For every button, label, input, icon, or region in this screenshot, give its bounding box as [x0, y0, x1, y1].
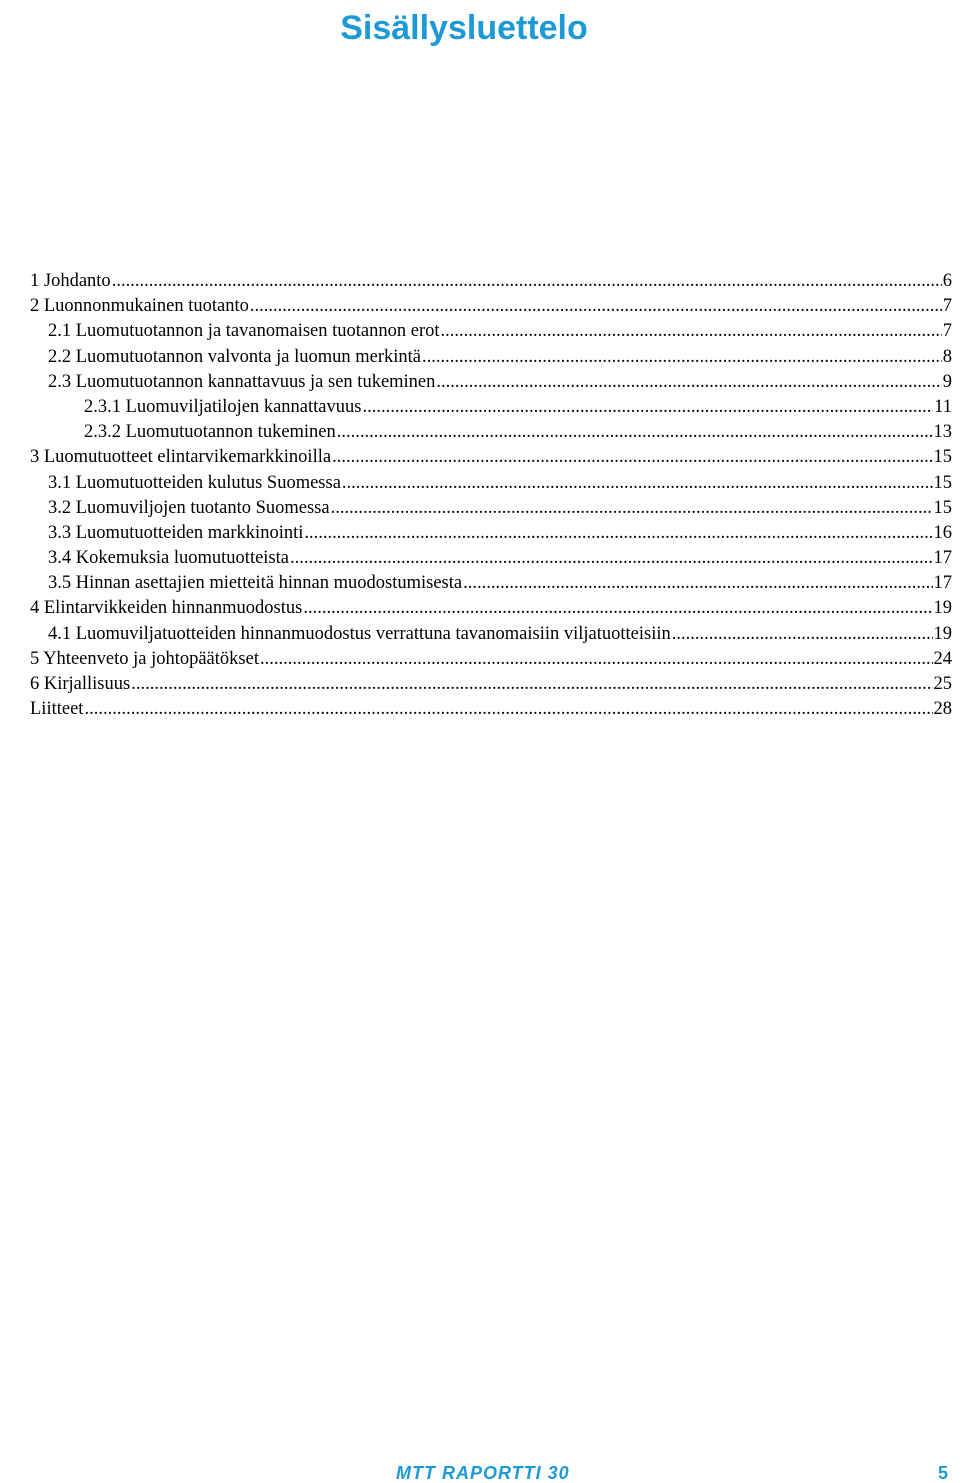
- toc-entry[interactable]: [30, 697, 952, 722]
- toc-entry[interactable]: [30, 370, 952, 395]
- toc-dot-leader: [342, 471, 933, 496]
- toc-entry-label: 2.3.1 Luomuviljatilojen kannattavuus: [84, 396, 362, 417]
- toc-entry[interactable]: [30, 622, 952, 647]
- toc-entry-label: 3.5 Hinnan asettajien mietteitä hinnan muodostumisesta: [48, 573, 463, 594]
- toc-entry-label: 2.1 Luomutuotannon ja tavanomaisen tuotannon erot: [48, 321, 440, 342]
- toc-entry[interactable]: [30, 521, 952, 546]
- toc-entry-page: 15: [933, 447, 952, 468]
- toc-entry[interactable]: [30, 269, 952, 294]
- toc-dot-leader: [290, 546, 933, 571]
- toc-dot-leader: [463, 571, 932, 596]
- toc-entry-label: 3 Luomutuotteet elintarvikemarkkinoilla: [30, 447, 332, 468]
- toc-entry-label: 2.2 Luomutuotannon valvonta ja luomun merkintä: [48, 346, 422, 367]
- toc-entry-page: 24: [933, 648, 952, 669]
- toc-entry[interactable]: [30, 395, 952, 420]
- toc-entry[interactable]: [30, 420, 952, 445]
- toc-entry-page: 6: [942, 271, 952, 291]
- toc-dot-leader: [362, 395, 933, 420]
- toc-entry-label: 3.1 Luomutuotteiden kulutus Suomessa: [48, 472, 341, 493]
- toc-entry-label: 2.3 Luomutuotannon kannattavuus ja sen tukeminen: [48, 371, 436, 392]
- toc-entry-page: 8: [942, 346, 952, 367]
- toc-entry[interactable]: [30, 445, 952, 470]
- footer-brand: MTT RAPORTTI 30: [396, 1463, 570, 1483]
- toc-entry[interactable]: [30, 647, 952, 672]
- page-title: Sisällysluettelo: [340, 9, 588, 47]
- toc-entry-label: 4 Elintarvikkeiden hinnanmuodostus: [30, 598, 303, 619]
- toc-entry-page: 13: [933, 422, 952, 443]
- toc-dot-leader: [436, 370, 941, 395]
- toc-entry-label: 3.3 Luomutuotteiden markkinointi: [48, 522, 304, 543]
- toc-entry[interactable]: [30, 471, 952, 496]
- toc-dot-leader: [672, 622, 933, 647]
- toc-entry-page: 17: [933, 573, 952, 594]
- toc-dot-leader: [331, 496, 933, 521]
- toc-entry[interactable]: [30, 571, 952, 596]
- toc-entry-page: 7: [942, 296, 952, 317]
- toc-dot-leader: [84, 697, 932, 722]
- toc-dot-leader: [441, 319, 942, 344]
- toc-dot-leader: [131, 672, 932, 697]
- toc-entry-page: 19: [933, 598, 952, 619]
- toc-entry-page: 28: [933, 699, 952, 720]
- toc-entry[interactable]: [30, 672, 952, 697]
- footer-page-number: 5: [938, 1463, 949, 1483]
- toc-entry-label: 5 Yhteenveto ja johtopäätökset: [30, 648, 259, 669]
- toc-dot-leader: [332, 445, 932, 470]
- toc-entry-label: 2 Luonnonmukainen tuotanto: [30, 296, 249, 317]
- toc-entry-page: 19: [933, 623, 952, 644]
- toc-entry-label: 2.3.2 Luomutuotannon tukeminen: [84, 422, 336, 443]
- toc-entry-page: 11: [934, 396, 952, 417]
- toc-dot-leader: [422, 345, 942, 370]
- toc-entry[interactable]: [30, 596, 952, 621]
- toc-entry-label: 1 Johdanto: [30, 271, 111, 291]
- toc-entry-label: 3.2 Luomuviljojen tuotanto Suomessa: [48, 497, 330, 518]
- toc-entry-label: 3.4 Kokemuksia luomutuotteista: [48, 548, 289, 569]
- toc-dot-leader: [112, 269, 942, 294]
- toc-entry[interactable]: [30, 319, 952, 344]
- toc-entry[interactable]: [30, 345, 952, 370]
- table-of-contents: [30, 269, 952, 722]
- toc-dot-leader: [303, 596, 932, 621]
- toc-entry-page: 16: [933, 522, 952, 543]
- toc-entry[interactable]: [30, 546, 952, 571]
- toc-dot-leader: [260, 647, 933, 672]
- toc-dot-leader: [304, 521, 932, 546]
- toc-entry-page: 25: [933, 674, 952, 694]
- toc-dot-leader: [250, 294, 942, 319]
- toc-entry[interactable]: [30, 496, 952, 521]
- toc-entry-page: 15: [933, 472, 952, 493]
- toc-entry[interactable]: [30, 294, 952, 319]
- toc-entry-label: Liitteet: [30, 699, 84, 720]
- toc-entry-label: 4.1 Luomuviljatuotteiden hinnanmuodostus verrattuna tavanomaisiin viljatuotteisiin: [48, 623, 671, 644]
- toc-dot-leader: [337, 420, 933, 445]
- toc-entry-label: 6 Kirjallisuus: [30, 674, 131, 694]
- toc-entry-page: 7: [942, 321, 952, 342]
- toc-entry-page: 15: [933, 497, 952, 518]
- toc-entry-page: 17: [933, 548, 952, 569]
- toc-entry-page: 9: [942, 371, 952, 392]
